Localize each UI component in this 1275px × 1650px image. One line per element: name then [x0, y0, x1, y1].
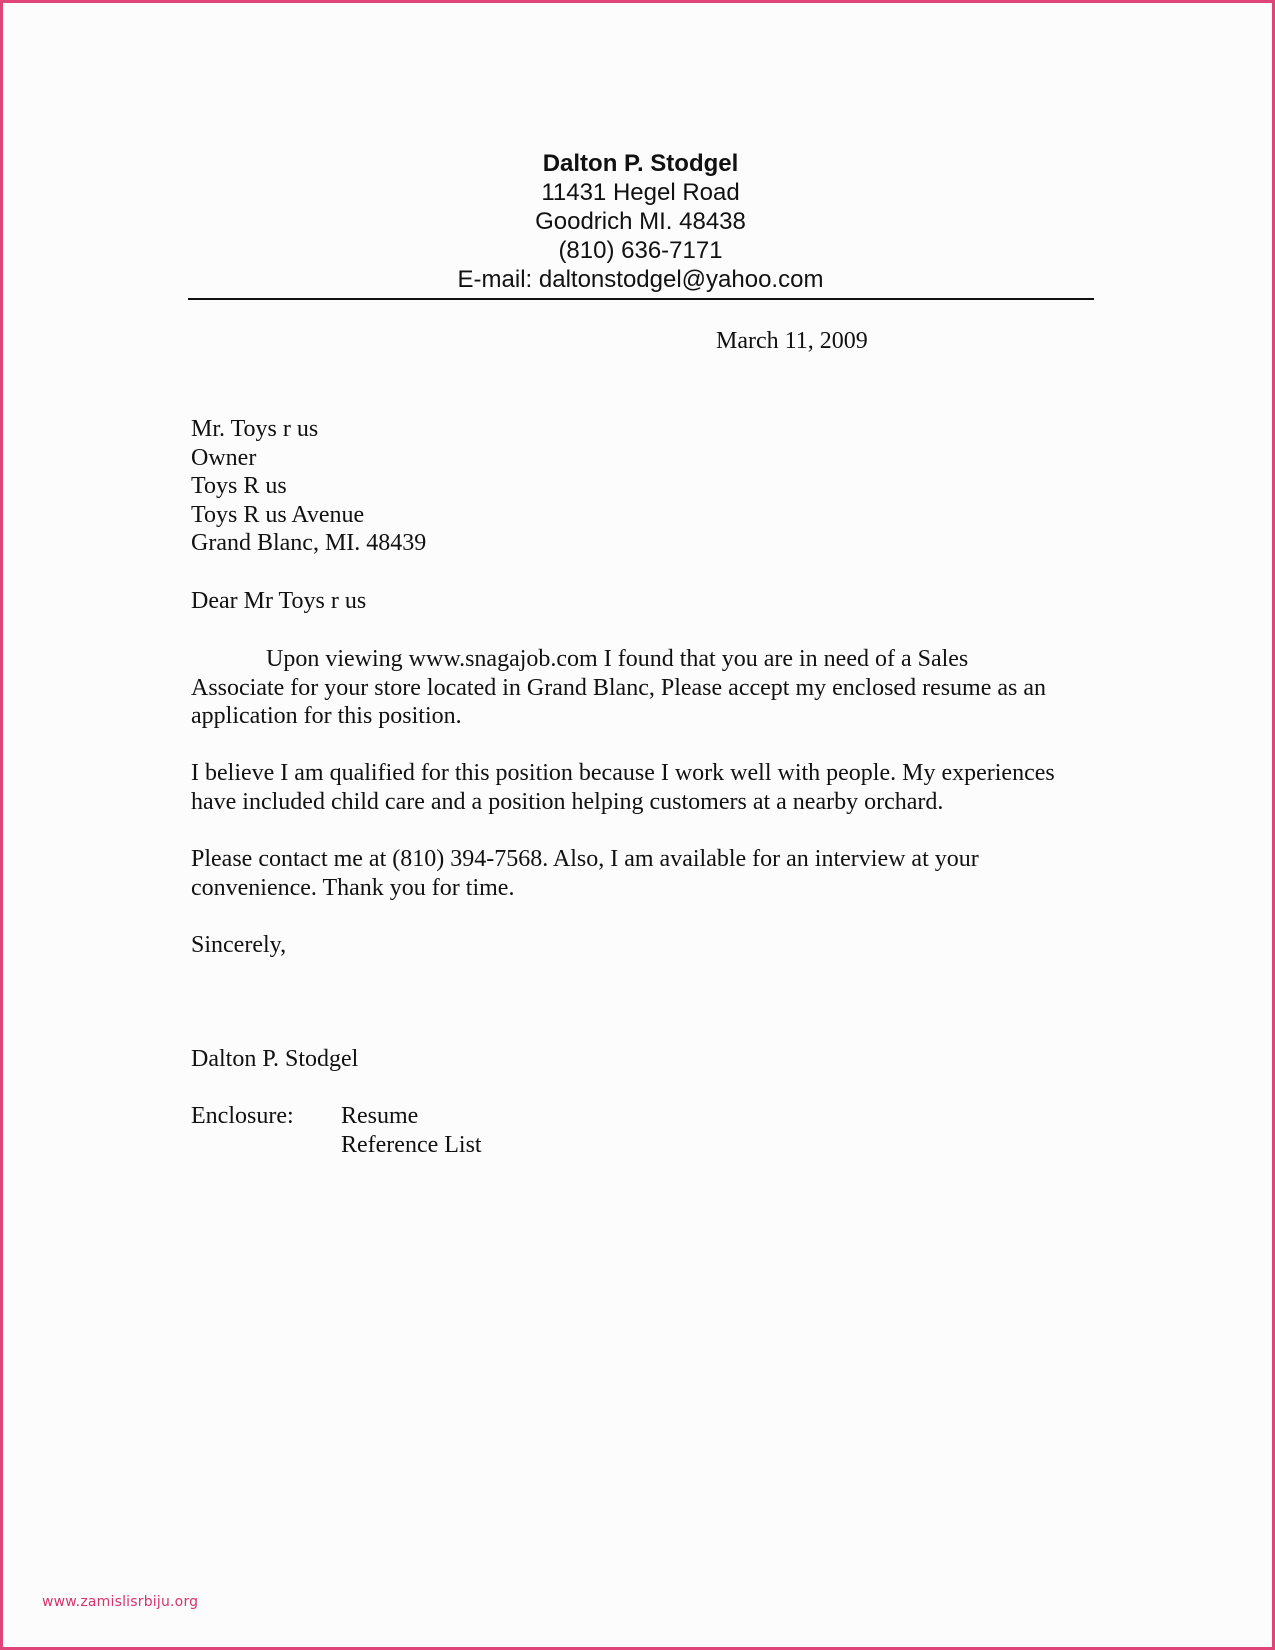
- recipient-name: Mr. Toys r us: [191, 416, 319, 442]
- body-paragraph-1: [191, 645, 1101, 731]
- enclosure-label: Enclosure:: [191, 1103, 294, 1129]
- sender-phone: (810) 636-7171: [558, 237, 723, 264]
- body-paragraph-3: [191, 845, 1101, 902]
- closing: Sincerely,: [191, 932, 287, 958]
- paragraph-line: [191, 645, 1101, 674]
- body-paragraph-2: [191, 759, 1101, 816]
- recipient-title: Owner: [191, 444, 257, 471]
- paragraph-line: have included child care and a position helping customers at a nearby orchard.: [191, 788, 944, 815]
- watermark-url: www.zamislisrbiju.org: [42, 1594, 199, 1610]
- letter-date: March 11, 2009: [716, 328, 868, 354]
- paragraph-line-text: Upon viewing www.snagajob.com I found that you are in need of a Sales: [266, 646, 969, 672]
- sender-address-line1: 11431 Hegel Road: [541, 179, 740, 206]
- enclosure-item: Reference List: [341, 1131, 482, 1158]
- sender-address-line2: Goodrich MI. 48438: [535, 208, 746, 235]
- recipient-company: Toys R us: [191, 473, 287, 500]
- paragraph-line: convenience. Thank you for time.: [191, 874, 515, 901]
- enclosure-items: [341, 1102, 482, 1159]
- recipient-city: Grand Blanc, MI. 48439: [191, 530, 427, 557]
- enclosure-item: Resume: [341, 1103, 419, 1129]
- header-divider: [188, 298, 1094, 300]
- paragraph-line: Associate for your store located in Grand Blanc, Please accept my enclosed resume as an: [191, 674, 1047, 701]
- paragraph-line: I believe I am qualified for this position because I work well with people. My experiences: [191, 760, 1055, 786]
- enclosure-block: [191, 1102, 482, 1159]
- recipient-address-block: [191, 415, 426, 558]
- recipient-street: Toys R us Avenue: [191, 501, 365, 528]
- sender-email: E-mail: daltonstodgel@yahoo.com: [457, 266, 824, 293]
- letterhead: [3, 149, 1275, 294]
- signature-name: Dalton P. Stodgel: [191, 1046, 359, 1072]
- sender-name: Dalton P. Stodgel: [542, 150, 739, 177]
- paragraph-line: application for this position.: [191, 703, 462, 730]
- salutation: Dear Mr Toys r us: [191, 588, 367, 614]
- paragraph-line: Please contact me at (810) 394-7568. Also, I am available for an interview at your: [191, 846, 979, 872]
